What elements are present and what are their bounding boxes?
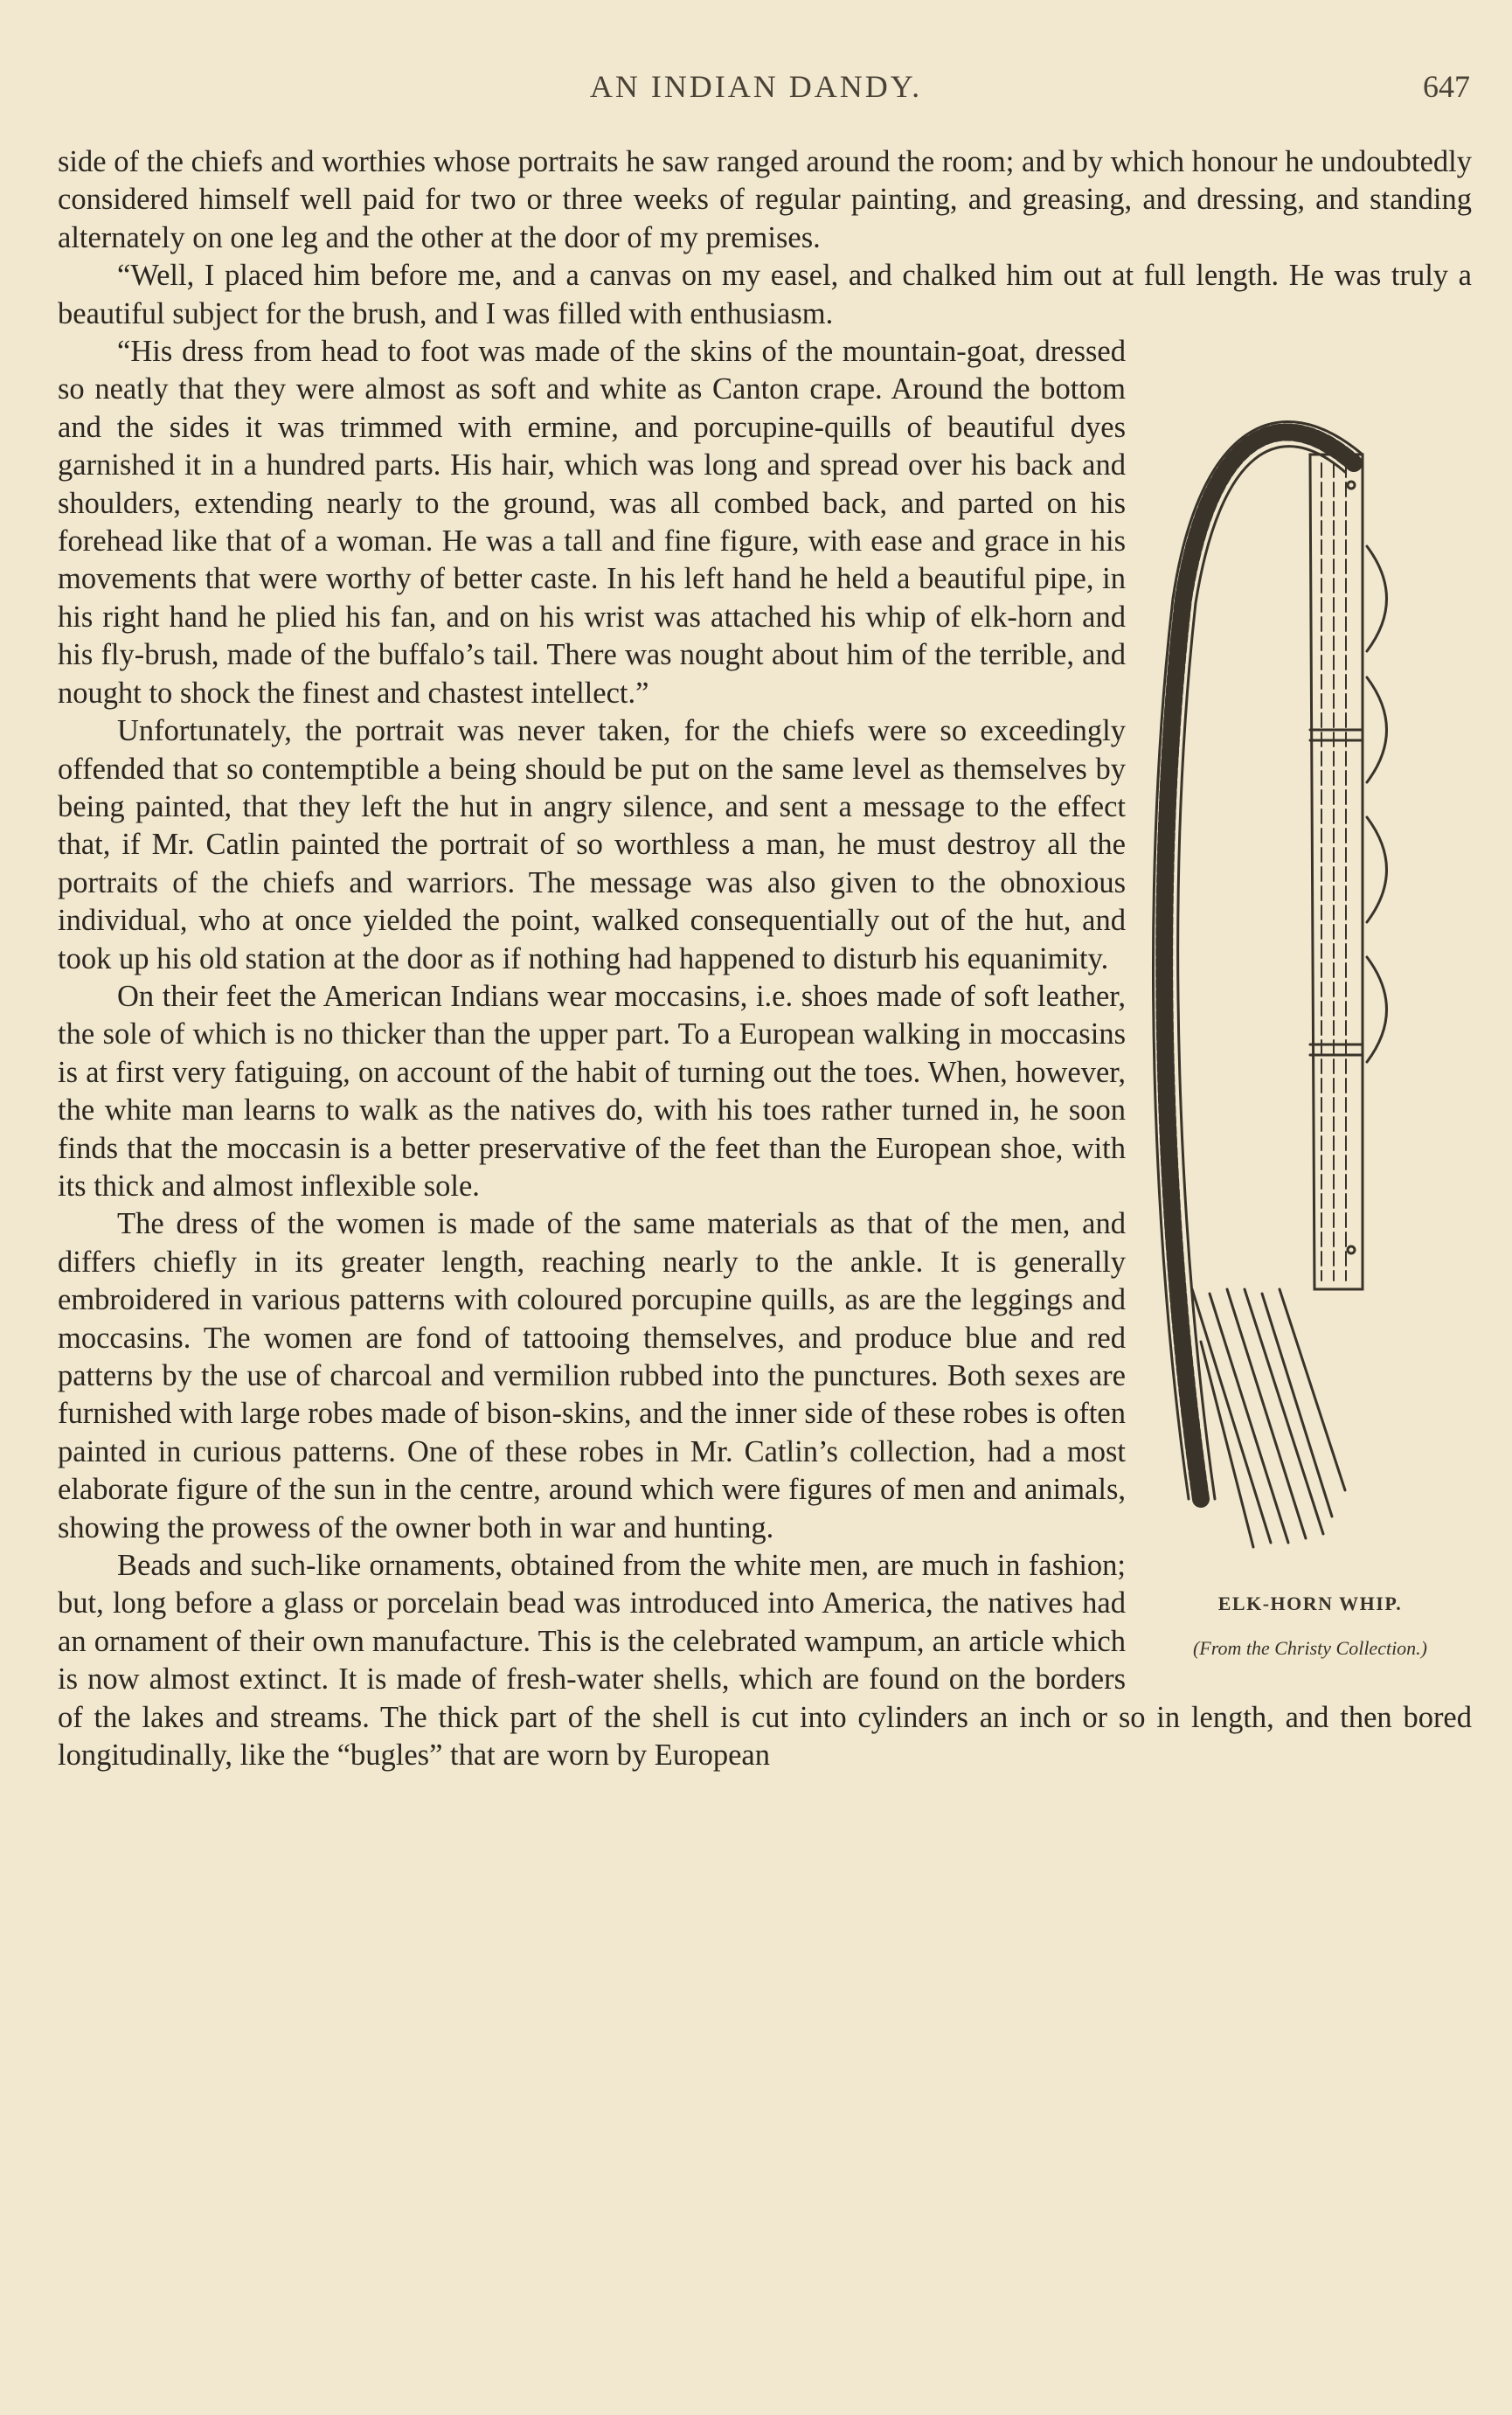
paragraph: On their feet the American Indians wear moccasins, i.e. shoes made of soft leather, the sole of which is no thicker than the upper part. To a European walking in moccasins is at first very fatiguing, on account of the habit of turning out the toes. When, however, the white man learns to walk as the natives do, with his toes rather turned in, he soon finds that the moccasin is a better preservative of the feet than the European shoe, with its thick and almost inflexible sole. (58, 979, 1126, 1203)
paragraph: Unfortunately, the portrait was never taken, for the chiefs were so exceedingly offended that so contemptible a being should be put on the same level as themselves by being painted, that they left the hut in angry silence, and sent a message to the effect that, if Mr. Catlin painted the portrait of so worthless a man, he must destroy all the portraits of the chiefs and warriors. The message was also given to the obnoxious individual, who at once yielded the point, walked consequentially out of the hut, and took up his old station at the door as if nothing had happened to disturb his equanimity. (58, 714, 1126, 975)
paragraph: “Well, I placed him before me, and a canvas on my easel, and chalked him out at full length. He was truly a beautiful subject for the brush, and I was filled with enthusiasm. (58, 259, 1472, 330)
whip-handle (1310, 455, 1363, 1289)
whip-tassels (1192, 1289, 1345, 1547)
body-text (58, 143, 1472, 1774)
whip-handle-shading (1321, 463, 1346, 1280)
paragraph: Beads and such-like ornaments, obtained from the white men, are much in fashion; but, long before a glass or porcelain bead was introduced into America, the natives had an ornament of their own manufacture. This is the celebrated wampum, an article which is now almost extinct. It is made of fresh-water shells, which are found on the borders of the lakes and streams. The thick part of the shell is cut into cylinders an inch or so in length, and then bored longitudinally, like the “bugles” that are worn by European (58, 1549, 1472, 1773)
running-title: AN INDIAN DANDY. (589, 69, 923, 104)
whip-rivet (1348, 1246, 1355, 1253)
page-number: 647 (1423, 69, 1470, 104)
whip-side-notches (1367, 546, 1387, 1062)
elk-horn-whip-figure (1148, 333, 1472, 1688)
caption-title: ELK-HORN WHIP. (1217, 1593, 1403, 1615)
whip-handle-band (1310, 730, 1363, 1055)
whip-braided-lash (1164, 432, 1354, 1499)
paragraph: The dress of the women is made of the same materials as that of the men, and differs chiefly in its greater length, reaching nearly to the ankle. It is generally embroidered in various patterns with coloured porcupine quills, as are the leggings and moccasins. The women are fond of tattooing themselves, and produce blue and red patterns by the use of charcoal and vermilion rubbed into the punctures. Both sexes are furnished with large robes made of bison-skins, and the inner side of these robes is often painted in curious patterns. One of these robes in Mr. Catlin’s collection, had a most elaborate figure of the sun in the centre, around which were figures of men and animals, showing the prowess of the owner both in war and hunting. (58, 1207, 1126, 1544)
running-head (0, 68, 1512, 112)
paragraph: “His dress from head to foot was made of the skins of the mountain-goat, dressed so neatly that they were almost as soft and white as Canton crape. Around the bottom and the sides it was trimmed with ermine, and porcupine-quills of beautiful dyes garnished it in a hundred parts. His hair, which was long and spread over his back and shoulders, extending nearly to the ground, was all combed back, and parted on his forehead like that of a woman. He was a tall and fine figure, with ease and grace in his movements that were worthy of better caste. In his left hand he held a beautiful pipe, in his right hand he plied his fan, and on his wrist was attached his whip of elk-horn and his fly-brush, made of the buffalo’s tail. There was nought about him of the terrible, and nought to shock the finest and chastest intellect.” (58, 335, 1126, 710)
paragraph: side of the chiefs and worthies whose portraits he saw ranged around the room; and by which honour he undoubtedly considered himself well paid for two or three weeks of regular painting, and greasing, and dressing, and standing alternately on one leg and the other at the door of my premises. (58, 145, 1472, 254)
elk-horn-whip-illustration (1148, 380, 1472, 1578)
caption-credit: (From the Christy Collection.) (1192, 1637, 1428, 1660)
whip-rivet (1348, 482, 1355, 489)
figure-caption (1148, 1585, 1472, 1668)
